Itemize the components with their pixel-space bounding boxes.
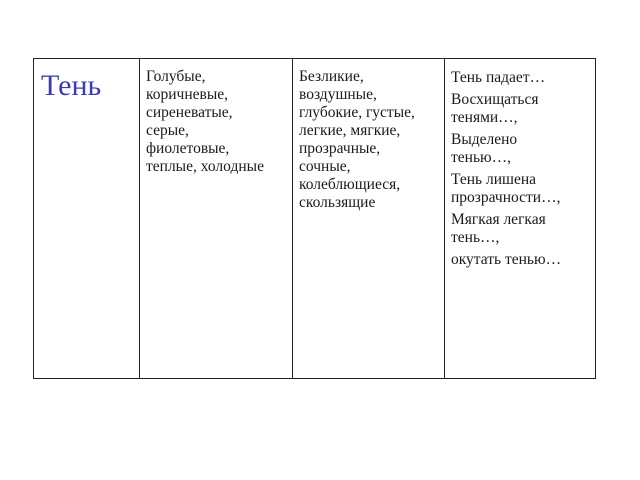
phrase-item: окутать тенью… [451,251,562,268]
word-table [33,58,596,379]
phrase-item: Восхищаться тенями…, [451,91,539,126]
phrase-item: Тень падает… [451,69,546,86]
qualities-cell [293,59,445,379]
qualities-text: Безликие, воздушные, глубокие, густые, легкие, мягкие, прозрачные, сочные, колеблющиеся, скользящие [299,68,415,211]
table-row [34,59,596,379]
phrases-cell [445,59,596,379]
heading-cell [34,59,140,379]
heading-word: Тень [41,69,102,102]
phrase-item: Мягкая легкая тень…, [451,211,546,246]
phrase-item: Тень лишена прозрачности…, [451,171,561,206]
phrase-item: Выделено тенью…, [451,131,518,166]
colors-text: Голубые, коричневые, сиреневатые, серые, фиолетовые, теплые, холодные [146,68,264,175]
colors-cell [140,59,293,379]
phrase-list [445,69,595,269]
